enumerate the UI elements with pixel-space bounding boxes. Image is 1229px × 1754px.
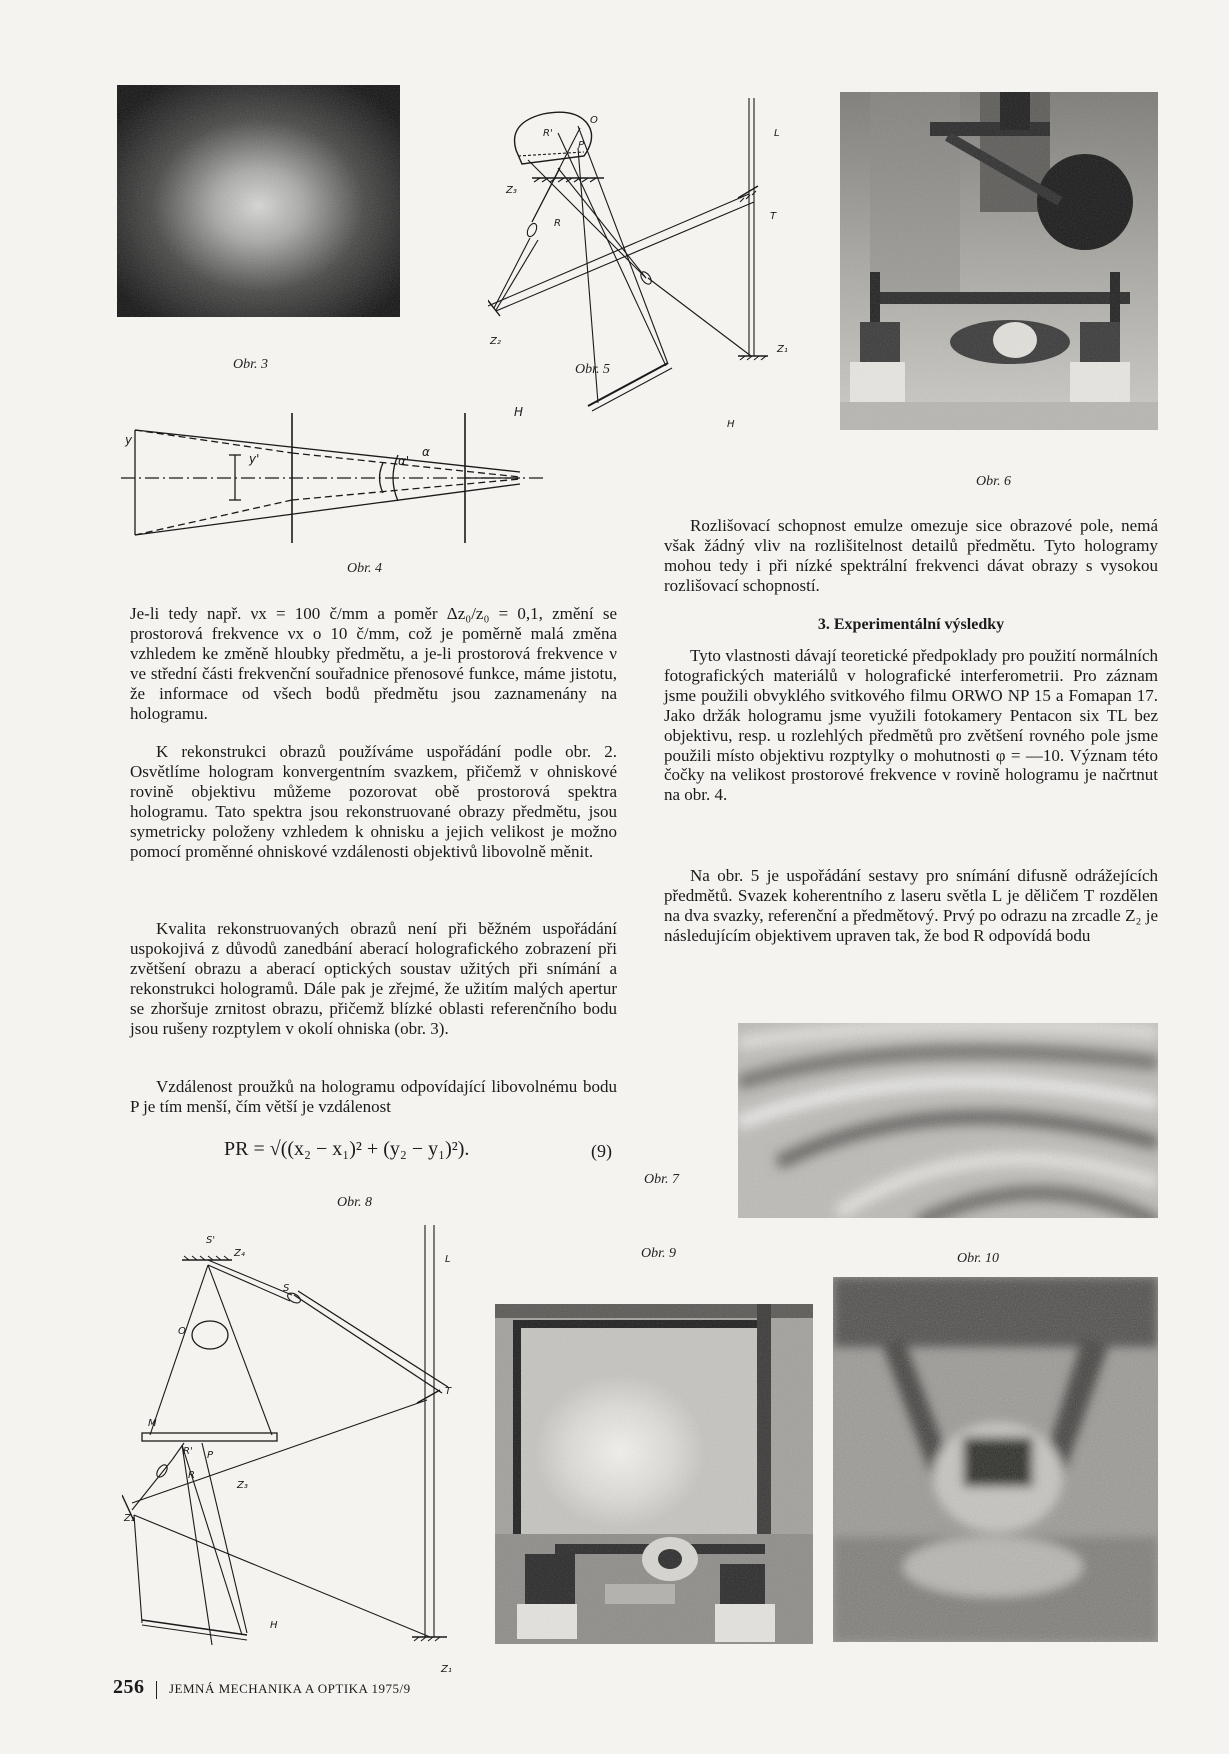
fig5-label-T: T bbox=[770, 211, 777, 222]
fig5-label-L: L bbox=[774, 128, 780, 139]
left-paragraph-2: K rekonstrukci obrazů používáme uspořádání podle obr. 2. Osvětlíme hologram konvergentním svazkem, přičemž v ohniskové rovině objektivu můžeme pozorovat obě prostorová spektra hologramu. Tato spektra jsou rekonstruované obrazy předmětu, jsou symetricky položeny vzhledem k ohnisku a jejich velikost je možno pomocí proměnné ohniskové vzdálenosti objektivů libovolně měnit. bbox=[130, 742, 617, 861]
page-number: 256 bbox=[113, 1676, 145, 1698]
figure-9-photo bbox=[495, 1304, 813, 1644]
fig8-label-Z1: Z₁ bbox=[441, 1664, 452, 1675]
fig8-label-S-prime: S' bbox=[206, 1235, 216, 1246]
fig4-label-alpha-prime: α' bbox=[398, 454, 410, 468]
fig8-label-T: T bbox=[445, 1386, 452, 1397]
left-paragraph-3: Kvalita rekonstruovaných obrazů není při běžném uspořádání uspokojivá z důvodů zanedbání aberací holografického zobrazení při zvětšení obrazu a aberací optických soustav užitých při snímání a rekonstrukci hologramů. Dále pak je zřejmé, že užitím malých apertur se zhoršuje zrnitost obrazu, přičemž blízké oblasti referenčního bodu jsou rušeny rozptylem v okolí ohniska (obr. 3). bbox=[130, 919, 617, 1038]
section-heading: 3. Experimentální výsledky bbox=[817, 616, 1005, 633]
fig5-label-P: P bbox=[578, 140, 585, 151]
right-paragraph-3: Na obr. 5 je uspořádání sestavy pro snímání difusně odrážejících předmětů. Svazek koherentního z laseru světla L je děličem T rozdělen na dva svazky, referenční a předmětový. Prvý po odrazu na zrcadle Z₂ je následujícím objektivem upraven tak, že bod R odpovídá bodu bbox=[664, 866, 1158, 945]
figure-5-diagram bbox=[488, 98, 788, 458]
fig8-label-R: R bbox=[188, 1470, 195, 1481]
equation-9: PR = √((x₂ − x₁)² + (y₂ − y₁)²). bbox=[224, 1138, 470, 1160]
figure-3-caption: Obr. 3 bbox=[233, 357, 269, 372]
footer-separator bbox=[156, 1681, 157, 1699]
fig4-label-y-prime: y' bbox=[249, 452, 260, 466]
fig8-label-Z2: Z₂ bbox=[124, 1513, 135, 1524]
figure-10-caption: Obr. 10 bbox=[957, 1251, 1000, 1266]
fig5-label-Z2: Z₂ bbox=[490, 336, 501, 347]
fig4-label-H: H bbox=[514, 405, 524, 419]
fig8-label-L: L bbox=[445, 1254, 451, 1265]
figure-4-diagram bbox=[113, 405, 553, 550]
fig8-label-Z3: Z₃ bbox=[237, 1480, 248, 1491]
fig5-label-Z1: Z₁ bbox=[777, 344, 788, 355]
fig8-label-P: P bbox=[207, 1450, 214, 1461]
fig8-label-M: M bbox=[148, 1418, 157, 1429]
figure-3-photo bbox=[117, 85, 400, 317]
fig4-label-alpha: α bbox=[422, 445, 430, 459]
fig5-label-H: H bbox=[727, 419, 735, 430]
fig5-label-R-prime: R' bbox=[543, 128, 553, 139]
fig8-label-R-prime: R' bbox=[183, 1446, 193, 1457]
figure-8-diagram bbox=[122, 1225, 462, 1700]
equation-number: (9) bbox=[591, 1141, 612, 1161]
figure-10-photo bbox=[833, 1277, 1158, 1642]
figure-4-caption: Obr. 4 bbox=[347, 561, 383, 576]
fig5-label-Z3: Z₃ bbox=[506, 185, 517, 196]
figure-6-caption: Obr. 6 bbox=[976, 474, 1012, 489]
figure-8-caption: Obr. 8 bbox=[337, 1195, 373, 1210]
fig5-label-R: R bbox=[554, 218, 561, 229]
fig4-label-y: y bbox=[125, 433, 133, 447]
figure-5-caption: Obr. 5 bbox=[575, 362, 611, 377]
left-paragraph-1: Je-li tedy např. νx = 100 č/mm a poměr Δz₀/z₀ = 0,1, změní se prostorová frekvence νx o 10 č/mm, což je poměrně malá změna vzhledem ke změně hloubky předmětu, a je-li prostorová frekvence ν ve střední části frekvenční souřadnice přenosové funkce, máme jistotu, že informace od všech bodů předmětu jsou zaznamenány na hologramu. bbox=[130, 604, 617, 723]
left-paragraph-4: Vzdálenost proužků na hologramu odpovídající libovolnému bodu P je tím menší, čím větší je vzdálenost bbox=[130, 1077, 617, 1116]
fig8-label-H: H bbox=[270, 1620, 278, 1631]
fig5-label-O: O bbox=[590, 115, 598, 126]
figure-7-photo bbox=[738, 1023, 1158, 1218]
right-paragraph-2: Tyto vlastnosti dávají teoretické předpoklady pro použití normálních fotografických materiálů v holografické interferometrii. Pro záznam jsme použili obvyklého svitkového filmu ORWO NP 15 a Fomapan 17. Jako držák hologramu jsme využili fotokamery Pentacon six TL bez objektivu, resp. u rozlehlých předmětů pro zvětšení rovného pole jsme použili místo objektivu rozptylky o mohutnosti φ = —10. Význam této čočky na velikost prostorové frekvence v rovině hologramu je načrtnut na obr. 4. bbox=[664, 646, 1158, 805]
journal-name: JEMNÁ MECHANIKA A OPTIKA 1975/9 bbox=[169, 1681, 411, 1696]
right-paragraph-1: Rozlišovací schopnost emulze omezuje sice obrazové pole, nemá však žádný vliv na rozlišitelnost detailů předmětu. Tyto hologramy mohou tedy i při nízké spektrální frekvenci dávat obrazy s vysokou rozlišovací schopností. bbox=[664, 516, 1158, 595]
fig8-label-O: O bbox=[178, 1326, 186, 1337]
figure-6-photo bbox=[840, 92, 1158, 430]
fig8-label-S: S bbox=[283, 1283, 290, 1294]
page-footer bbox=[113, 1676, 411, 1699]
fig8-label-Z4: Z₄ bbox=[234, 1248, 245, 1259]
figure-7-caption: Obr. 7 bbox=[644, 1172, 680, 1187]
figure-9-caption: Obr. 9 bbox=[641, 1246, 677, 1261]
